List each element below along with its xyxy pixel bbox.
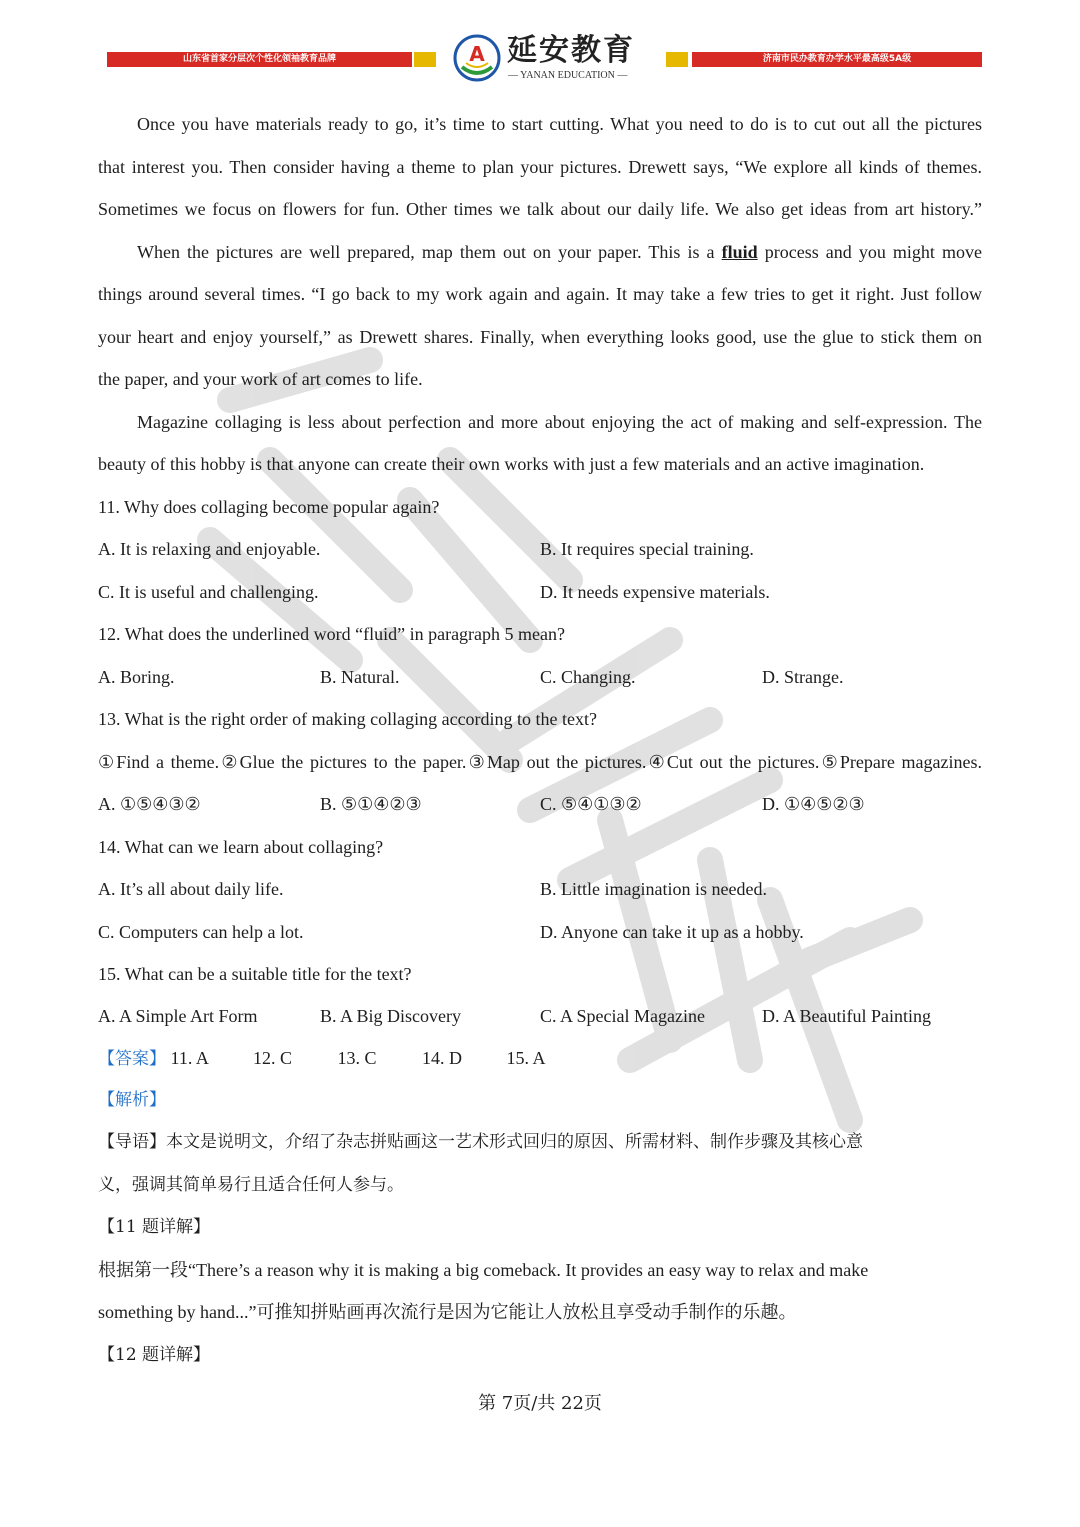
analysis-label: 【解析】	[98, 1090, 166, 1110]
option-d: D. It needs expensive materials.	[540, 582, 770, 602]
option-b: B. It requires special training.	[540, 539, 754, 559]
logo-letter: A	[469, 42, 485, 66]
option-a: A. A Simple Art Form	[98, 1006, 258, 1026]
header-left-banner: 山东省首家分层次个性化领袖教育品牌	[107, 52, 412, 67]
q11-detail-line: something by hand...”可推知拼贴画再次流行是因为它能让人放松且享受动手制作的乐趣。	[98, 1302, 797, 1322]
option-c: C. Changing.	[540, 667, 636, 687]
answer-item: 15. A	[506, 1048, 546, 1068]
brand-name: 延安教育	[507, 33, 635, 68]
question-steps: ①Find a theme.②Glue the pictures to the paper.③Map out the pictures.④Cut out the pictures.⑤Prepare magazines.	[98, 752, 982, 772]
passage-line: things around several times. “I go back to my work again and again. It may take a few tries to get it right. Just follow	[98, 284, 982, 304]
option-a: A. ①⑤④③②	[98, 794, 201, 814]
option-c: C. Computers can help a lot.	[98, 922, 304, 942]
page-number: 第 7页/共 22页	[478, 1393, 602, 1414]
header-gold-strip-right	[666, 52, 688, 67]
question-stem: 13. What is the right order of making collaging according to the text?	[98, 709, 598, 729]
guide-line: 义，强调其简单易行且适合任何人参与。	[98, 1175, 404, 1195]
option-d: D. Anyone can take it up as a hobby.	[540, 922, 804, 942]
answer-item: 12. C	[253, 1048, 293, 1068]
option-b: B. Natural.	[320, 667, 400, 687]
header-gold-strip-left	[414, 52, 436, 67]
question-stem: 14. What can we learn about collaging?	[98, 837, 384, 857]
question-stem: 15. What can be a suitable title for the text?	[98, 964, 412, 984]
passage-line: your heart and enjoy yourself,” as Drewett shares. Finally, when everything looks good, use the glue to stick them on	[98, 327, 982, 347]
answer-item: 11. A	[170, 1048, 209, 1068]
option-c: C. A Special Magazine	[540, 1006, 705, 1026]
passage-text: When the pictures are well prepared, map them out on your paper. This is a	[137, 242, 715, 262]
passage-line: Sometimes we focus on flowers for fun. Other times we talk about our daily life. We also get ideas from art history.”	[98, 199, 982, 219]
passage-line: that interest you. Then consider having a theme to plan your pictures. Drewett says, “We explore all kinds of themes.	[98, 157, 982, 177]
option-b: B. ⑤①④②③	[320, 794, 422, 814]
q11-detail-label: 【11 题详解】	[98, 1217, 211, 1237]
guide-text: 本文是说明文，介绍了杂志拼贴画这一艺术形式回归的原因、所需材料、制作步骤及其核心意	[166, 1132, 863, 1152]
answer-line	[98, 1046, 546, 1071]
answer-item: 14. D	[422, 1048, 462, 1068]
option-c: C. It is useful and challenging.	[98, 582, 319, 602]
option-a: A. It is relaxing and enjoyable.	[98, 539, 321, 559]
passage-line: the paper, and your work of art comes to life.	[98, 369, 423, 389]
option-d: D. Strange.	[762, 667, 844, 687]
brand-subtitle: — YANAN EDUCATION —	[508, 70, 628, 81]
passage-line: beauty of this hobby is that anyone can create their own works with just a few materials and an active imagination.	[98, 454, 925, 474]
q12-detail-label: 【12 题详解】	[98, 1345, 211, 1365]
passage-line: Magazine collaging is less about perfection and more about enjoying the act of making and self-expression. The	[137, 412, 982, 432]
option-c: C. ⑤④①③②	[540, 794, 642, 814]
question-stem: 12. What does the underlined word “fluid” in paragraph 5 mean?	[98, 624, 566, 644]
logo-icon	[452, 33, 502, 83]
option-b: B. Little imagination is needed.	[540, 879, 767, 899]
guide-line	[98, 1130, 863, 1154]
passage-line	[137, 240, 982, 264]
guide-label: 【导语】	[98, 1132, 166, 1152]
passage-text: process and you might move	[764, 242, 982, 262]
answer-item: 13. C	[337, 1048, 377, 1068]
question-stem: 11. Why does collaging become popular again?	[98, 497, 440, 517]
underlined-word-fluid: fluid	[721, 242, 758, 262]
option-d: D. ①④⑤②③	[762, 794, 865, 814]
q11-detail-line: 根据第一段“There’s a reason why it is making a big comeback. It provides an easy way to relax and make	[98, 1260, 869, 1280]
option-a: A. Boring.	[98, 667, 175, 687]
passage-line: Once you have materials ready to go, it’s time to start cutting. What you need to do is to cut out all the pictures	[137, 114, 982, 134]
option-a: A. It’s all about daily life.	[98, 879, 284, 899]
option-d: D. A Beautiful Painting	[762, 1006, 931, 1026]
option-b: B. A Big Discovery	[320, 1006, 462, 1026]
header-right-banner: 济南市民办教育办学水平最高级5A级	[692, 52, 982, 67]
answer-label: 【答案】	[98, 1049, 166, 1069]
